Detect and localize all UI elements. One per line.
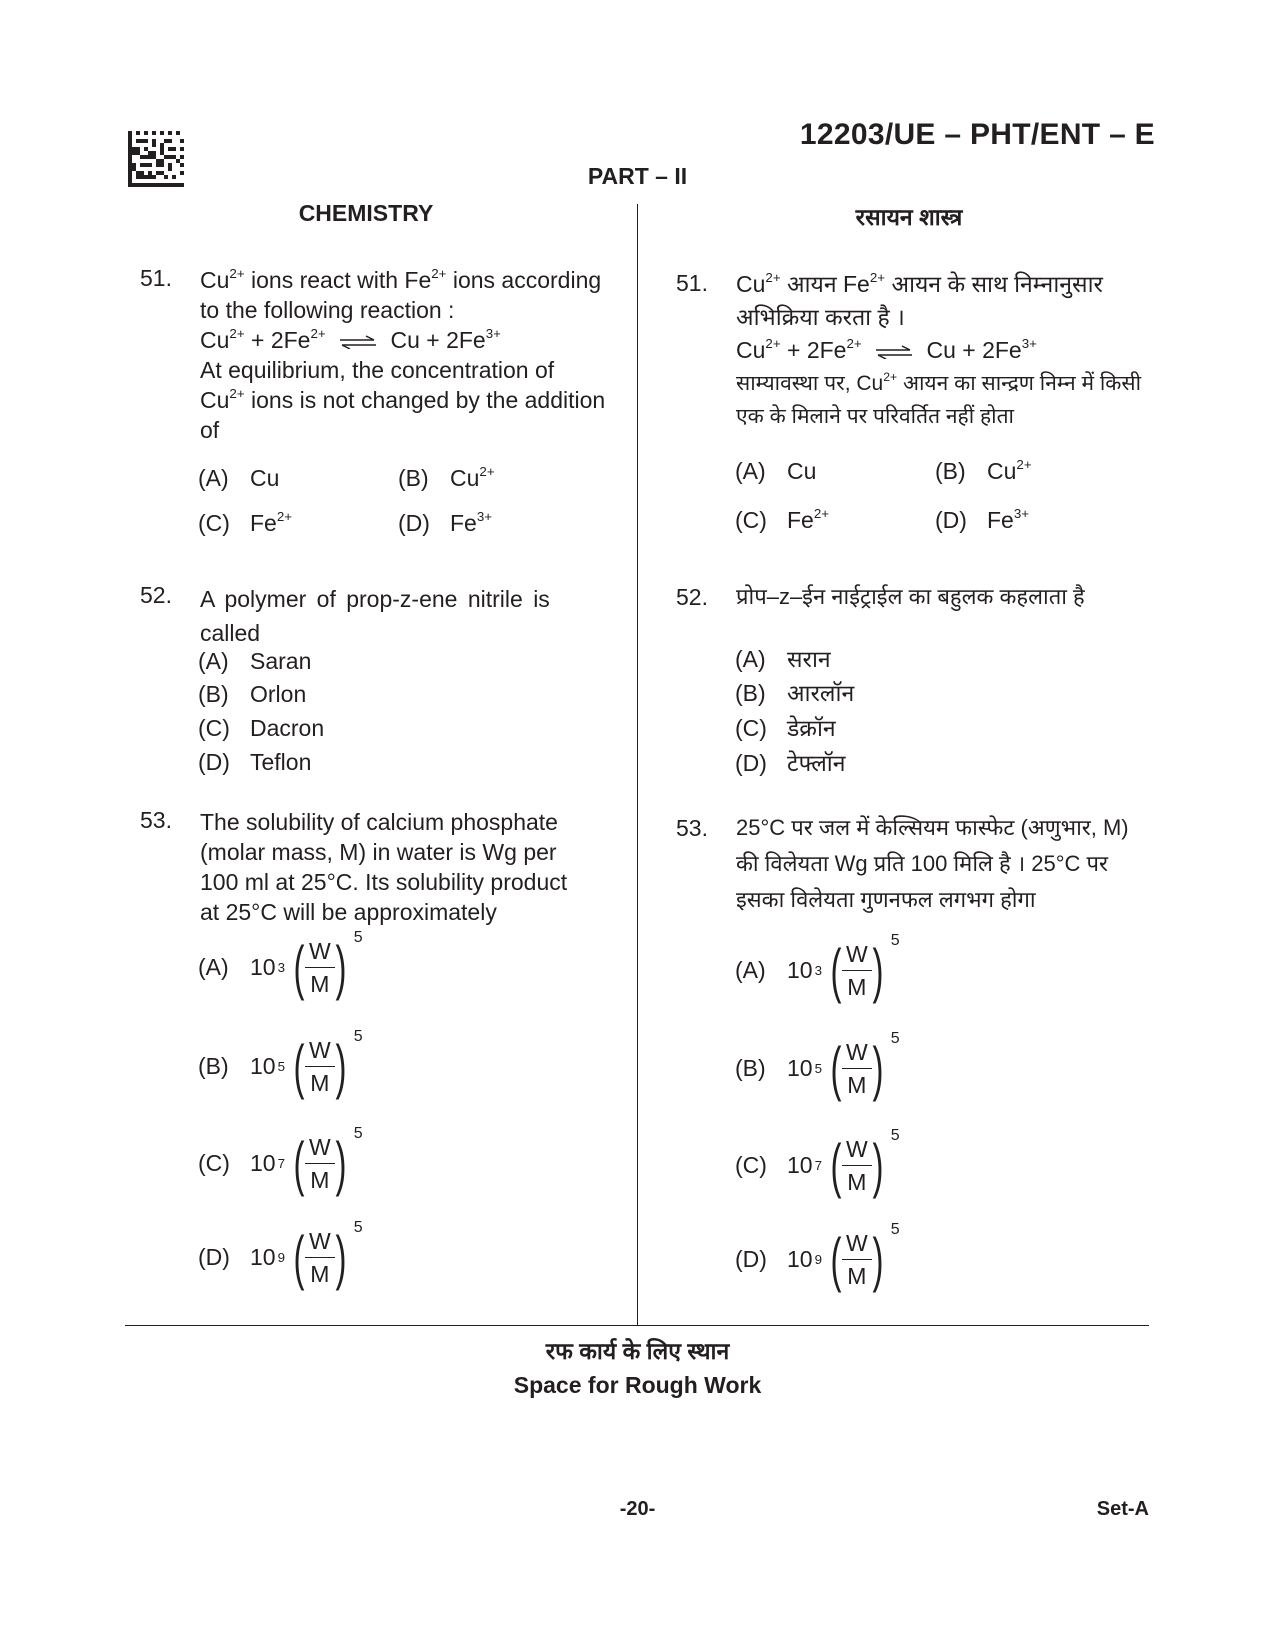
question-text: The solubility of calcium phosphate (molar mass, M) in water is Wg per 100 ml at 25°C. Its solubility product at 25°C will be approximately bbox=[200, 809, 568, 925]
option-b: (B) आरलॉन bbox=[735, 680, 855, 706]
option-c: (C) 10 7 ( $\frac{W}{M}$ ) 5 bbox=[198, 1125, 363, 1197]
option-b: (B) Orlon bbox=[198, 681, 307, 707]
option-a: (A) 10 3 ( $\frac{W}{M}$ ) 5 bbox=[198, 929, 363, 1001]
page-number: -20- bbox=[619, 1498, 656, 1520]
question-number: 51. bbox=[140, 265, 172, 291]
part-heading: PART – II bbox=[587, 163, 688, 189]
option-d: (D) 10 9 ( $\frac{W}{M}$ ) 5 bbox=[735, 1221, 900, 1293]
question-number: 53. bbox=[676, 815, 708, 841]
question-number: 52. bbox=[676, 584, 708, 610]
option-a: (A) 10 3 ( $\frac{W}{M}$ ) 5 bbox=[735, 932, 900, 1004]
option-a: (A) सरान bbox=[735, 646, 831, 672]
option-b: (B) 10 5 ( $\frac{W}{M}$ ) 5 bbox=[735, 1030, 900, 1102]
option-c: (C) Dacron bbox=[198, 715, 325, 741]
reaction-equation: $Cu^{2+} + 2Fe^{2+}$ $Cu + 2Fe^{3+}$ bbox=[200, 326, 501, 353]
option-c: (C) 10 7 ( $\frac{W}{M}$ ) 5 bbox=[735, 1127, 900, 1199]
option-a: (A) Cu bbox=[198, 465, 280, 491]
column-divider bbox=[637, 204, 638, 1326]
option-a: (A) Saran bbox=[198, 648, 312, 674]
question-text: 25°C पर जल में केल्सियम फास्फेट (अणुभार, M) की विलेयता Wg प्रति 100 मिलि है । 25°C पर इसका विलेयता गुणनफल लगभग होगा bbox=[736, 815, 1129, 912]
equilibrium-arrow-icon bbox=[874, 345, 914, 359]
question-text: A polymer of prop-z-ene nitrile is called bbox=[200, 586, 550, 646]
rough-work-divider bbox=[125, 1325, 1149, 1326]
option-b: (B) $Cu^{2+}$ bbox=[935, 457, 1032, 484]
option-c: (C) $Fe^{2+}$ bbox=[735, 506, 830, 533]
question-text: प्रोप–z–ईन नाईट्राईल का बहुलक कहलाता है bbox=[736, 584, 1085, 609]
question-number: 53. bbox=[140, 807, 172, 833]
option-d: (D) $Fe^{3+}$ bbox=[935, 506, 1030, 533]
option-c: (C) $Fe^{2+}$ bbox=[198, 509, 293, 536]
option-b: (B) $Cu^{2+}$ bbox=[398, 464, 495, 491]
subject-heading-english: CHEMISTRY bbox=[298, 200, 434, 226]
question-number: 51. bbox=[676, 270, 708, 296]
reaction-equation: $Cu^{2+} + 2Fe^{2+}$ $Cu + 2Fe^{3+}$ bbox=[736, 336, 1037, 363]
set-label: Set-A bbox=[1096, 1498, 1149, 1520]
question-number: 52. bbox=[140, 582, 172, 608]
rough-work-label-english: Space for Rough Work bbox=[513, 1372, 762, 1398]
option-c: (C) डेक्रॉन bbox=[735, 715, 836, 741]
option-d: (D) टेफ्लॉन bbox=[735, 750, 846, 776]
question-text: $Cu^{2+}$ आयन $Fe^{2+}$ आयन के साथ निम्नानुसार अभिक्रिया करता है । $Cu^{2+} + 2Fe^{2+}$ $Cu + 2Fe^{3+}$ साम्यावस्था पर, $Cu^{2+}$ आयन का सान्द्रण निम्न में किसी एक के मिलाने पर परिवर्तित नहीं होता bbox=[736, 268, 1148, 433]
option-d: (D) $Fe^{3+}$ bbox=[398, 509, 493, 536]
paper-code: 12203/UE – PHT/ENT – E bbox=[799, 118, 1155, 151]
option-d: (D) Teflon bbox=[198, 749, 312, 775]
question-text: $Cu^{2+}$ ions react with $Fe^{2+}$ ions according to the following reaction : $Cu^{2+} + 2Fe^{2+}$ $Cu + 2Fe^{3+}$ At equilibrium, the concentration of $Cu^{2+}$ ions is not changed by the addition of bbox=[200, 265, 615, 445]
option-a: (A) Cu bbox=[735, 458, 817, 484]
subject-heading-hindi: रसायन शास्त्र bbox=[855, 204, 963, 230]
option-d: (D) 10 9 ( $\frac{W}{M}$ ) 5 bbox=[198, 1219, 363, 1291]
equilibrium-arrow-icon bbox=[338, 335, 378, 349]
rough-work-label-hindi: रफ कार्य के लिए स्थान bbox=[545, 1338, 730, 1364]
option-b: (B) 10 5 ( $\frac{W}{M}$ ) 5 bbox=[198, 1028, 363, 1100]
